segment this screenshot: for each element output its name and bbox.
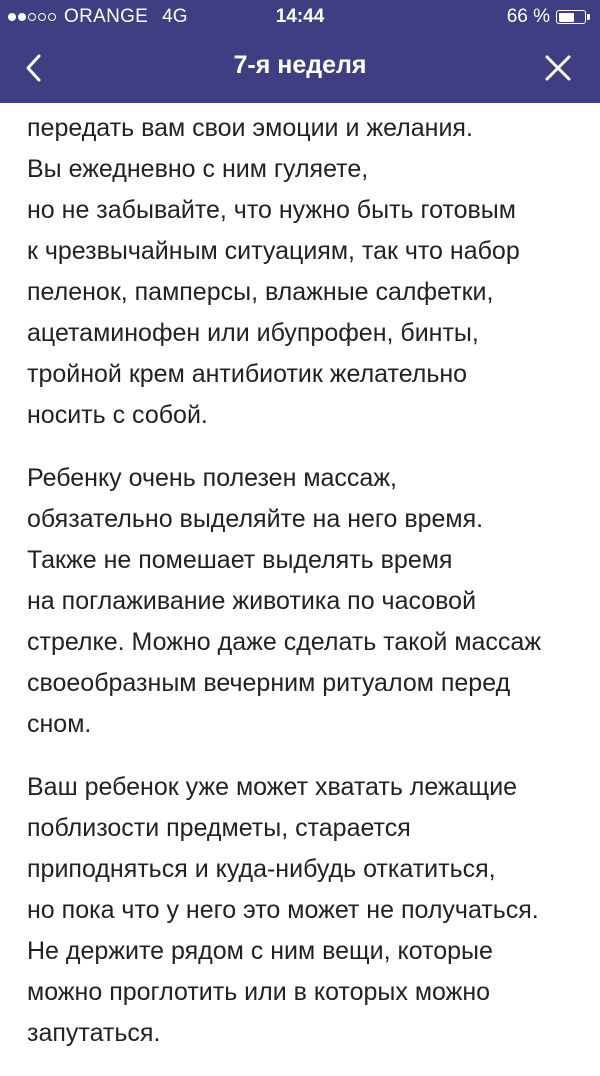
paragraph-line: носить с собой. [27, 401, 208, 429]
paragraph-line: Ваш ребенок уже может хватать лежащие [27, 773, 518, 801]
page-title: 7-я неделя [233, 51, 367, 79]
battery-icon [556, 10, 586, 24]
close-button[interactable] [538, 48, 578, 88]
paragraph-line: тройной крем антибиотик желательно [27, 360, 468, 388]
paragraph-line: Также не помешает выделять время [27, 546, 453, 574]
paragraph-line: обязательно выделяйте на него время. [27, 505, 484, 533]
status-right [507, 6, 590, 28]
battery-fill [559, 13, 574, 22]
battery-tip [587, 14, 590, 20]
close-icon [538, 48, 578, 88]
status-bar [0, 0, 600, 34]
article-paragraph [27, 458, 587, 745]
paragraph-line: поблизости предметы, старается [27, 814, 411, 842]
paragraph-line: приподняться и куда-нибудь откатиться, [27, 855, 496, 883]
paragraph-line: сном. [27, 710, 92, 738]
battery-percent: 66 % [506, 6, 550, 27]
paragraph-line: стрелке. Можно даже сделать такой массаж [27, 628, 542, 656]
article-body [27, 108, 587, 1076]
paragraph-line: своеобразным вечерним ритуалом перед [27, 669, 511, 697]
status-time: 14:44 [275, 6, 325, 27]
paragraph-line: к чрезвычайным ситуациям, так что набор [27, 237, 520, 265]
network-type: 4G [162, 6, 188, 27]
paragraph-line: пеленок, памперсы, влажные салфетки, [27, 278, 494, 306]
paragraph-line: Не держите рядом с ним вещи, которые [27, 937, 493, 965]
paragraph-line: ацетаминофен или ибупрофен, бинты, [27, 319, 479, 347]
paragraph-line: но пока что у него это может не получаться. [27, 896, 539, 924]
paragraph-line: Ребенку очень полезен массаж, [27, 464, 398, 492]
paragraph-line: Вы ежедневно с ним гуляете, [27, 155, 369, 183]
carrier-name: ORANGE [64, 6, 149, 27]
back-button[interactable] [14, 48, 54, 88]
header [0, 0, 600, 103]
article-paragraph [27, 108, 587, 436]
paragraph-line: передать вам свои эмоции и желания. [27, 114, 473, 142]
paragraph-line: но не забывайте, что нужно быть готовым [27, 196, 516, 224]
article-paragraph [27, 767, 587, 1054]
paragraph-line: можно проглотить или в которых можно [27, 978, 491, 1006]
chevron-left-icon [14, 48, 54, 88]
nav-bar [0, 34, 600, 103]
paragraph-line: запутаться. [27, 1019, 161, 1047]
paragraph-line: на поглаживание животика по часовой [27, 587, 477, 615]
